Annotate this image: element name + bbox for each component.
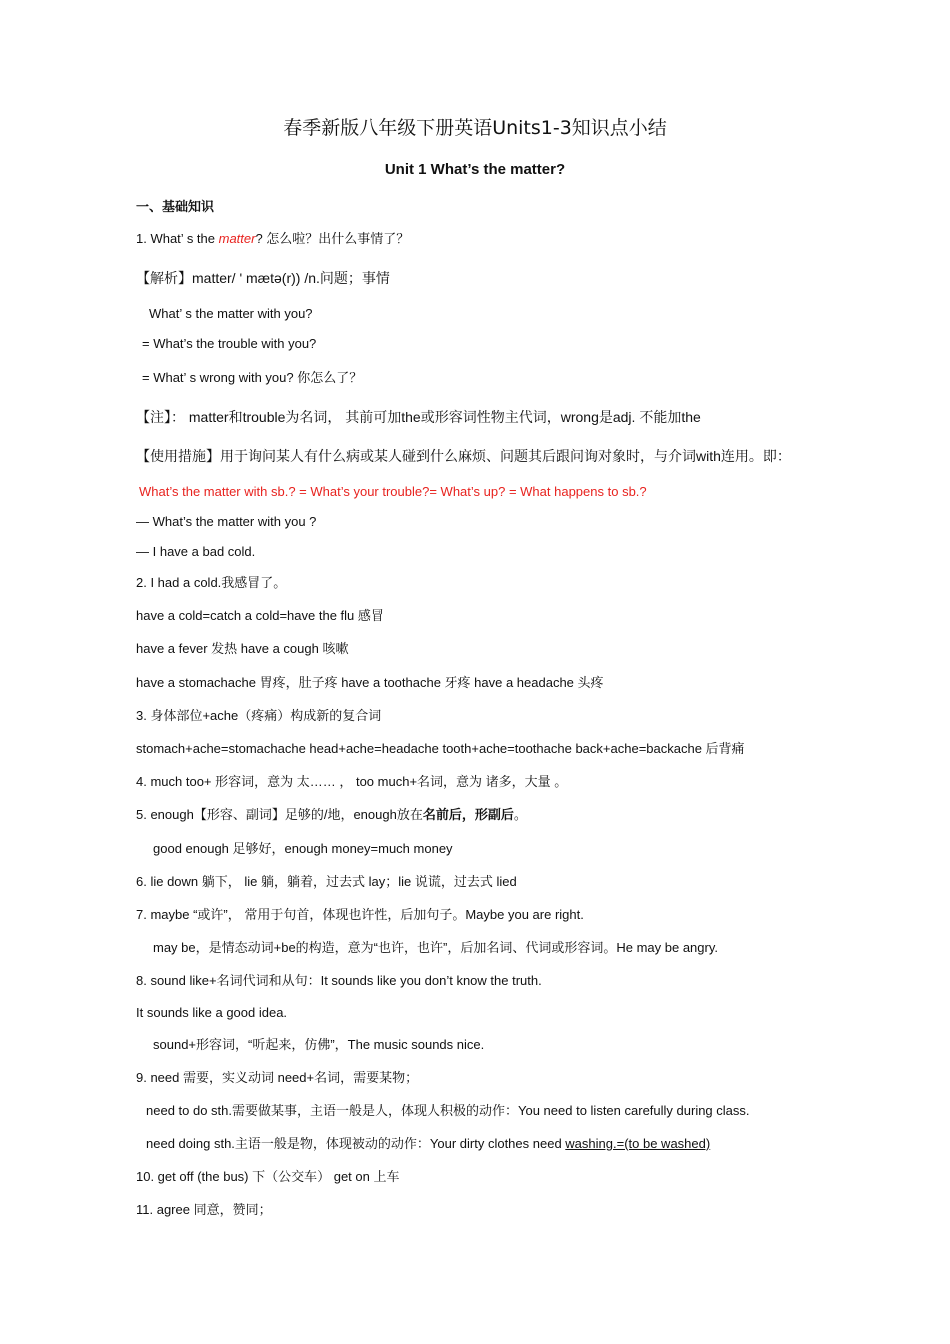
point-1 — [136, 230, 409, 248]
unit-heading: Unit 1 What’s the matter? — [384, 161, 566, 178]
compound-words: stomach+ache=stomachache head+ache=headache tooth+ache=toothache back+ache=backache 后背痛 — [136, 741, 745, 756]
point-1-prefix: 1. What’ s the — [136, 231, 219, 246]
point-7: 7. maybe “或许”， 常用于句首，体现也许性，后加句子。Maybe you are right. — [136, 907, 584, 922]
point-1-suffix: ? 怎么啦？出什么事情了？ — [255, 231, 410, 246]
need-doing — [146, 1135, 710, 1153]
cold-phrases: have a cold=catch a cold=have the flu 感冒 — [136, 608, 384, 623]
dialog-question: — What’s the matter with you ? — [136, 514, 317, 529]
usage-line: 【使用措施】用于询问某人有什么病或某人碰到什么麻烦、问题其后跟问询对象时，与介词with连用。即： — [136, 448, 791, 464]
point-2: 2. I had a cold.我感冒了。 — [136, 575, 287, 590]
note-line: 【注】： matter和trouble为名词， 其前可加the或形容词性物主代词，wrong是adj. 不能加the — [136, 409, 701, 425]
may-be-line: may be，是情态动词+be的构造，意为“也许，也许”，后加名词、代词或形容词。He may be angry. — [153, 940, 718, 955]
ache-phrases: have a stomachache 胃疼，肚子疼 have a toothache 牙疼 have a headache 头疼 — [136, 675, 604, 690]
dialog-answer: — I have a bad cold. — [136, 544, 256, 559]
point-8: 8. sound like+名词代词和从句：It sounds like you don’t know the truth. — [136, 973, 542, 988]
sound-adjective: sound+形容词，“听起来，仿佛”，The music sounds nice. — [153, 1037, 485, 1052]
need-doing-underlined: washing.=(to be washed) — [565, 1136, 711, 1151]
point-9: 9. need 需要，实义动词 need+名词，需要某物； — [136, 1070, 419, 1085]
fever-cough-phrases: have a fever 发热 have a cough 咳嗽 — [136, 641, 349, 656]
point-3: 3. 身体部位+ache（疼痛）构成新的复合词 — [136, 708, 382, 723]
analysis-line: 【解析】matter/ ' mætə(r)) /n.问题；事情 — [136, 270, 390, 286]
need-doing-prefix: need doing sth.主语一般是物，体现被动的动作：Your dirty clothes need — [146, 1136, 566, 1151]
point-11: 11. agree 同意，赞同； — [136, 1202, 272, 1217]
point-4: 4. much too+ 形容词，意为 太…… ， too much+名词，意为 诸多，大量 。 — [136, 774, 568, 789]
example-line-3: = What’ s wrong with you? 你怎么了？ — [142, 370, 363, 385]
example-line-2: = What’s the trouble with you? — [142, 336, 317, 351]
example-line-1: What’ s the matter with you? — [149, 306, 313, 321]
document-title: 春季新版八年级下册英语Units1-3知识点小结 — [283, 117, 667, 139]
enough-example: good enough 足够好，enough money=much money — [153, 841, 453, 856]
section-heading: 一、基础知识 — [136, 199, 215, 214]
point-5-suffix: 。 — [513, 807, 527, 822]
highlight-matter: matter — [218, 231, 256, 246]
point-5-bold: 名前后，形副后 — [422, 807, 514, 822]
point-6: 6. lie down 躺下， lie 躺，躺着，过去式 lay；lie 说谎，过去式 lied — [136, 874, 517, 889]
point-10: 10. get off (the bus) 下（公交车） get on 上车 — [136, 1169, 400, 1184]
sound-example: It sounds like a good idea. — [136, 1005, 288, 1020]
point-5-prefix: 5. enough【形容、副词】足够的/地，enough放在 — [136, 807, 423, 822]
point-5 — [136, 806, 527, 824]
need-to-do: need to do sth.需要做某事，主语一般是人，体现人积极的动作：You need to listen carefully during class. — [146, 1103, 750, 1118]
usage-examples-red: What’s the matter with sb.? = What’s your trouble?= What’s up? = What happens to sb.? — [139, 484, 647, 499]
